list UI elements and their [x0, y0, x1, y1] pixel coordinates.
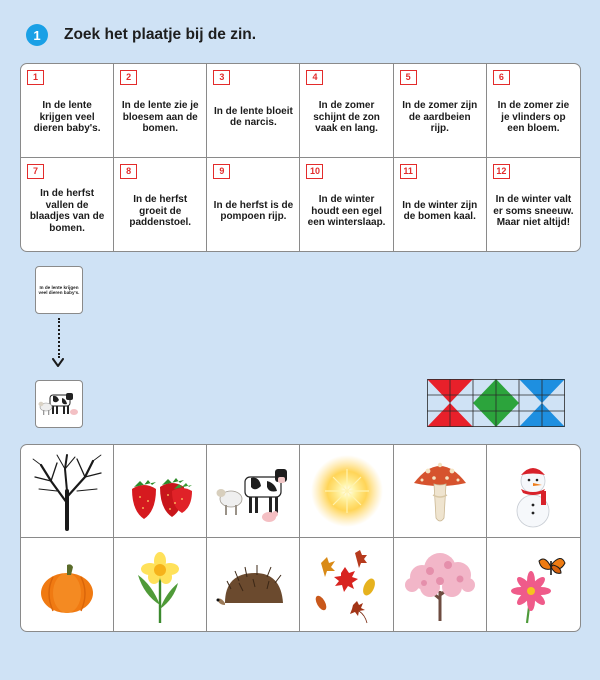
sentence-text: In de lente zie je bloesem aan de bomen.	[121, 100, 199, 134]
picture-card[interactable]	[207, 538, 300, 631]
picture-card[interactable]	[207, 445, 300, 538]
sentence-number: 8	[120, 164, 137, 179]
sun-icon	[307, 451, 387, 531]
sentence-card[interactable]	[114, 64, 207, 158]
sentence-number: 4	[306, 70, 323, 85]
sentence-card[interactable]	[207, 158, 300, 252]
sentence-card[interactable]	[207, 64, 300, 158]
picture-card[interactable]	[300, 538, 393, 631]
sentence-text: In de winter zijn de bomen kaal.	[402, 199, 478, 223]
sentence-number: 5	[400, 70, 417, 85]
sentence-card[interactable]	[487, 158, 580, 252]
example-picture-card	[35, 380, 83, 428]
sentence-text: In de zomer zijn de aardbeien rijp.	[402, 100, 478, 134]
picture-card[interactable]	[300, 445, 393, 538]
picture-card[interactable]	[21, 538, 114, 631]
sentence-text: In de herfst vallen de blaadjes van de bomen.	[29, 188, 105, 234]
sentence-card[interactable]	[394, 158, 487, 252]
butterfly-flower-icon	[493, 545, 573, 625]
picture-grid	[20, 444, 581, 632]
sentence-number: 3	[213, 70, 230, 85]
picture-card[interactable]	[394, 445, 487, 538]
sentence-text: In de lente bloeit de narcis.	[213, 105, 293, 129]
sentence-number: 10	[306, 164, 323, 179]
sentence-number: 12	[493, 164, 510, 179]
strawberries-icon	[120, 451, 200, 531]
sentence-text: In de winter valt er soms sneeuw. Maar niet altijd!	[493, 194, 574, 228]
farm-animals-icon	[213, 451, 293, 531]
snowman-icon	[493, 451, 573, 531]
farm-animals-icon	[36, 381, 82, 427]
sentence-number: 1	[27, 70, 44, 85]
color-code-strip	[427, 379, 565, 427]
bare-tree-icon	[27, 451, 107, 531]
exercise-title: Zoek het plaatje bij de zin.	[64, 26, 257, 43]
exercise-number: 1	[26, 24, 48, 46]
sentence-card[interactable]	[300, 158, 393, 252]
sentence-card[interactable]	[21, 64, 114, 158]
example-card-text: In de lente krijgen veel dieren baby's.	[38, 284, 80, 295]
picture-card[interactable]	[21, 445, 114, 538]
picture-card[interactable]	[394, 538, 487, 631]
picture-card[interactable]	[114, 445, 207, 538]
sentence-grid	[20, 63, 581, 252]
sentence-text: In de herfst groeit de paddenstoel.	[129, 194, 192, 228]
sentence-text: In de zomer schijnt de zon vaak en lang.	[313, 100, 380, 134]
sentence-text: In de winter houdt een egel een winterslaap.	[307, 194, 386, 228]
sentence-card[interactable]	[114, 158, 207, 252]
sentence-text: In de herfst is de pompoen rijp.	[213, 199, 294, 223]
sentence-number: 7	[27, 164, 44, 179]
picture-card[interactable]	[114, 538, 207, 631]
sentence-text: In de zomer zie je vlinders op een bloem.	[497, 100, 570, 134]
example-sentence-card	[35, 266, 83, 314]
dotted-connector	[58, 318, 60, 358]
arrow-down-icon	[52, 358, 64, 368]
pumpkin-icon	[27, 545, 107, 625]
sentence-card[interactable]	[300, 64, 393, 158]
mushroom-icon	[400, 451, 480, 531]
picture-card[interactable]	[487, 445, 580, 538]
sentence-text: In de lente krijgen veel dieren baby's.	[33, 100, 101, 134]
sentence-number: 9	[213, 164, 230, 179]
hedgehog-icon	[213, 545, 293, 625]
sentence-card[interactable]	[21, 158, 114, 252]
autumn-leaves-icon	[307, 545, 387, 625]
blossom-tree-icon	[400, 545, 480, 625]
sentence-number: 11	[400, 164, 417, 179]
sentence-card[interactable]	[394, 64, 487, 158]
sentence-number: 2	[120, 70, 137, 85]
daffodil-icon	[120, 545, 200, 625]
sentence-card[interactable]	[487, 64, 580, 158]
sentence-number: 6	[493, 70, 510, 85]
picture-card[interactable]	[487, 538, 580, 631]
exercise-header	[26, 23, 256, 47]
